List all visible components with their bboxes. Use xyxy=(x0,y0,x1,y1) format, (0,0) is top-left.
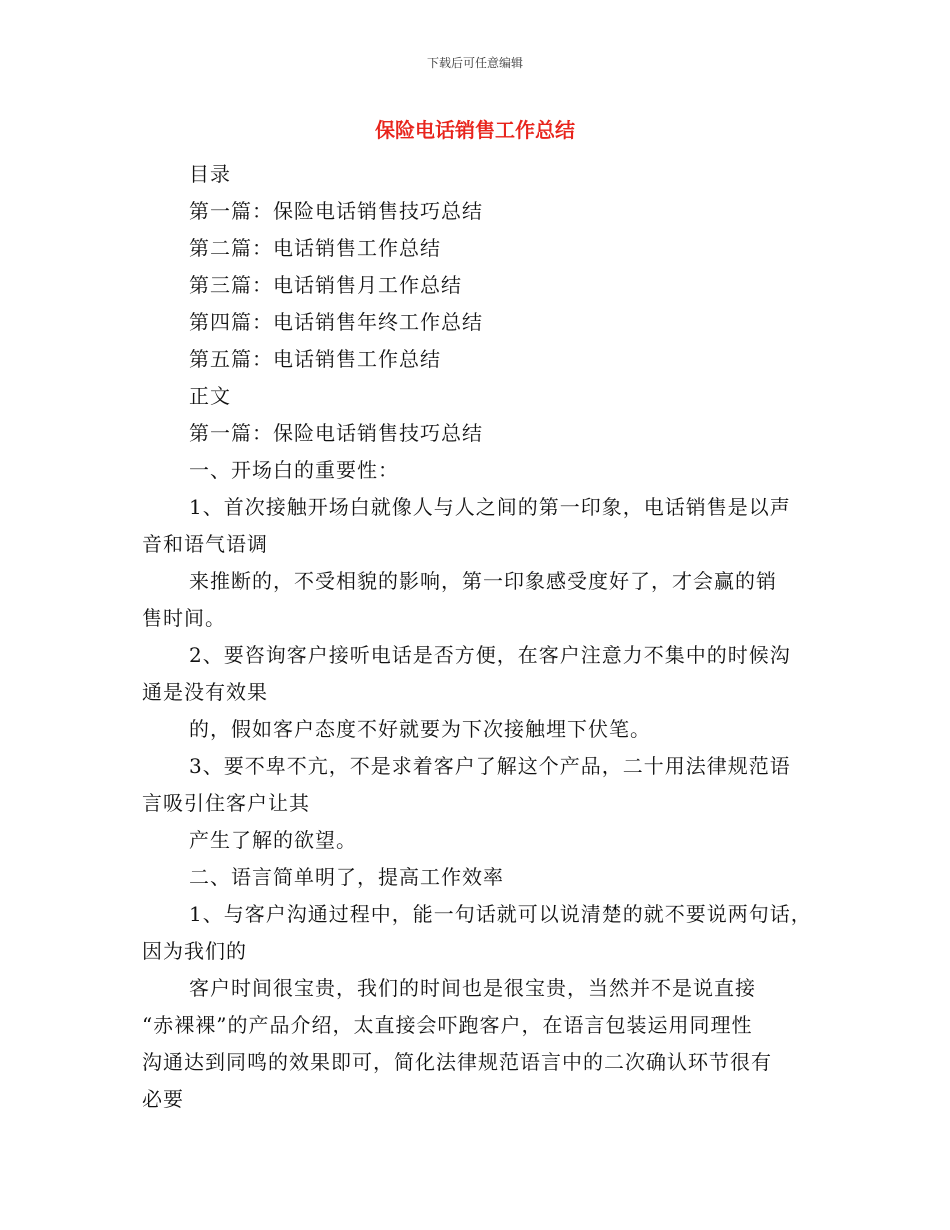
paragraph-1-line-2: 音和语气语调 xyxy=(142,532,268,556)
section-2-title: 二、语言简单明了，提高工作效率 xyxy=(189,865,504,889)
toc-heading: 目录 xyxy=(189,162,231,186)
section-1-title: 一、开场白的重要性： xyxy=(189,458,399,482)
paragraph-3-line-3: 产生了解的欲望。 xyxy=(189,828,357,852)
toc-item-5: 第五篇：电话销售工作总结 xyxy=(189,347,441,371)
paragraph-4-line-2: 因为我们的 xyxy=(142,939,247,963)
paragraph-2-line-1: 2、要咨询客户接听电话是否方便，在客户注意力不集中的时候沟 xyxy=(189,643,791,667)
header-note: 下载后可任意编辑 xyxy=(426,56,523,70)
paragraph-4-line-6: 必要 xyxy=(142,1087,184,1111)
toc-item-2: 第二篇：电话销售工作总结 xyxy=(189,236,441,260)
paragraph-2-line-3: 的，假如客户态度不好就要为下次接触埋下伏笔。 xyxy=(189,717,651,741)
chapter-title: 第一篇：保险电话销售技巧总结 xyxy=(189,421,483,445)
toc-item-1: 第一篇：保险电话销售技巧总结 xyxy=(189,199,483,223)
document-body xyxy=(142,156,822,1118)
paragraph-4-line-1: 1、与客户沟通过程中，能一句话就可以说清楚的就不要说两句话， xyxy=(189,902,812,926)
toc-item-4: 第四篇：电话销售年终工作总结 xyxy=(189,310,483,334)
paragraph-2-line-2: 通是没有效果 xyxy=(142,680,268,704)
body-heading: 正文 xyxy=(189,384,231,408)
paragraph-4-line-3: 客户时间很宝贵，我们的时间也是很宝贵，当然并不是说直接 xyxy=(189,976,756,1000)
paragraph-1-line-3: 来推断的，不受相貌的影响，第一印象感受度好了，才会赢的销 xyxy=(189,569,777,593)
paragraph-1-line-1: 1、首次接触开场白就像人与人之间的第一印象，电话销售是以声 xyxy=(189,495,791,519)
toc-item-3: 第三篇：电话销售月工作总结 xyxy=(189,273,462,297)
paragraph-4-line-5: 沟通达到同鸣的效果即可，简化法律规范语言中的二次确认环节很有 xyxy=(142,1050,772,1074)
paragraph-4-line-4: “赤裸裸”的产品介绍，太直接会吓跑客户，在语言包装运用同理性 xyxy=(142,1013,753,1037)
paragraph-3-line-2: 言吸引住客户让其 xyxy=(142,791,310,815)
paragraph-3-line-1: 3、要不卑不亢，不是求着客户了解这个产品，二十用法律规范语 xyxy=(189,754,791,778)
document-title: 保险电话销售工作总结 xyxy=(375,118,575,142)
paragraph-1-line-4: 售时间。 xyxy=(142,606,226,630)
